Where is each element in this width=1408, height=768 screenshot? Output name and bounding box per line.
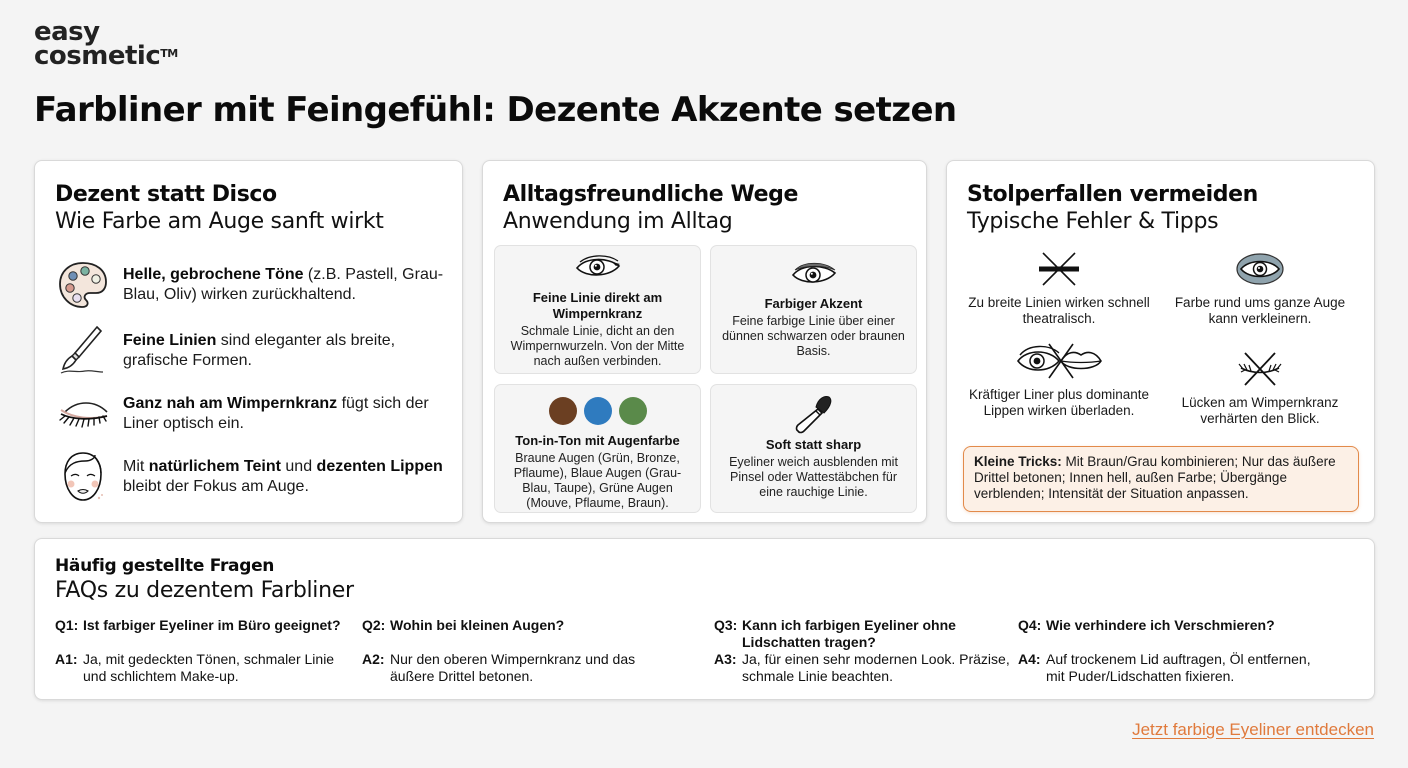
faq-subtitle: FAQs zu dezentem Farbliner [55,578,354,603]
faq-item [1018,617,1318,684]
card-title: Alltagsfreundliche Wege [503,182,798,207]
cta-link[interactable]: Jetzt farbige Eyeliner entdecken [1132,720,1374,739]
faq-title: Häufig gestellte Fragen [55,556,275,576]
eye-liner-icon [495,252,700,284]
crossed-thick-line-icon [964,247,1154,291]
question-label: Q4: [1018,617,1042,633]
mistake-text: Lücken am Wimpernkranz verhärten den Blick. [1181,395,1339,426]
answer-label: A3: [714,651,737,667]
tile-title: Ton-in-Ton mit Augenfarbe [515,433,680,448]
eyelash-icon [55,386,111,442]
answer-text: Ja, mit gedeckten Tönen, schmaler Linie und schlichtem Make-up. [83,651,335,684]
face-icon [55,449,111,505]
blue-dot [584,397,612,425]
mistake-text: Kräftiger Liner plus dominante Lippen wirken überladen. [968,387,1150,418]
tile-soft-statt-sharp [710,384,917,513]
mistake-item [1165,247,1355,327]
tile-desc: Schmale Linie, dicht an den Wimpernwurzeln. Von der Mitte nach außen verbinden. [510,324,685,368]
eye-accent-icon [711,258,916,290]
mistake-item [964,247,1154,327]
faq-item [55,617,355,684]
tricks-label: Kleine Tricks: [974,454,1062,469]
card-stolperfallen-vermeiden [946,160,1375,523]
tile-farbiger-akzent [710,245,917,374]
mistake-item [964,339,1154,419]
brush-icon [55,323,111,379]
page-title: Farbliner mit Feingefühl: Dezente Akzente setzen [34,90,957,130]
card-title: Dezent statt Disco [55,182,277,207]
brown-dot [549,397,577,425]
trademark: TM [160,47,178,60]
question-text: Wie verhindere ich Verschmieren? [1046,617,1275,633]
tip-text: Ganz nah am Wimpernkranz fügt sich der Liner optisch ein. [123,395,429,432]
question-label: Q3: [714,617,738,633]
tile-feine-linie [494,245,701,374]
card-alltagsfreundliche-wege [482,160,927,523]
smudge-brush-icon [711,393,916,435]
color-dots-icon [495,397,700,427]
tile-title: Soft statt sharp [765,437,862,452]
eye-lips-crossed-icon [964,339,1154,383]
faq-item [714,617,1014,684]
tip-text: Feine Linien sind eleganter als breite, grafische Formen. [123,332,396,369]
question-label: Q2: [362,617,386,633]
tip-text: Mit natürlichem Teint und dezenten Lippen bleibt der Fokus am Auge. [123,458,443,495]
question-label: Q1: [55,617,79,633]
ringed-eye-icon [1165,247,1355,291]
tip-text: Helle, gebrochene Töne (z.B. Pastell, Grau-Blau, Oliv) wirken zurückhaltend. [123,266,444,303]
tricks-callout [963,446,1359,512]
question-text: Wohin bei kleinen Augen? [390,617,565,633]
faq-section [34,538,1375,700]
question-text: Kann ich farbigen Eyeliner ohne Lidschatten tragen? [742,617,956,650]
answer-text: Auf trockenem Lid auftragen, Öl entfernen, mit Puder/Lidschatten fixieren. [1046,651,1311,684]
tip-item [55,386,445,442]
tile-ton-in-ton [494,384,701,513]
mistake-item [1165,347,1355,427]
answer-label: A1: [55,651,78,667]
tile-title: Feine Linie direkt am Wimpernkranz [532,290,663,321]
tip-item [55,449,445,505]
card-subtitle: Anwendung im Alltag [503,209,733,234]
palette-icon [55,257,111,313]
answer-text: Nur den oberen Wimpernkranz und das äußere Drittel betonen. [390,651,636,684]
tile-desc: Eyeliner weich ausblenden mit Pinsel oder Wattestäbchen für eine rauchige Linie. [729,455,898,499]
card-subtitle: Wie Farbe am Auge sanft wirkt [55,209,384,234]
tip-item [55,323,445,379]
question-text: Ist farbiger Eyeliner im Büro geeignet? [83,617,341,633]
card-dezent-statt-disco [34,160,463,523]
mistake-text: Farbe rund ums ganze Auge kann verkleinern. [1174,295,1346,326]
answer-label: A2: [362,651,385,667]
brand-logo [34,17,178,71]
card-title: Stolperfallen vermeiden [967,182,1258,207]
green-dot [619,397,647,425]
tile-desc: Feine farbige Linie über einer dünnen schwarzen oder braunen Basis. [722,314,905,358]
tile-title: Farbiger Akzent [764,296,863,311]
crossed-lashes-icon [1165,347,1355,391]
answer-label: A4: [1018,651,1041,667]
brand-line2: cosmetic [34,41,161,71]
card-subtitle: Typische Fehler & Tipps [967,209,1219,234]
brand-line1: easy [34,17,100,47]
faq-item [362,617,662,684]
tip-item [55,257,445,313]
tricks-text: Mit Braun/Grau kombinieren; Nur das äußere Drittel betonen; Innen hell, außen Farbe; Übergänge verblenden; Intensität der Situation anpassen. [974,454,1336,501]
answer-text: Ja, für einen sehr modernen Look. Präzise, schmale Linie beachten. [742,651,1010,684]
tile-desc: Braune Augen (Grün, Bronze, Pflaume), Blaue Augen (Grau-Blau, Taupe), Grüne Augen (Mouve, Pflaume, Braun). [513,451,682,510]
mistake-text: Zu breite Linien wirken schnell theatralisch. [968,295,1150,326]
